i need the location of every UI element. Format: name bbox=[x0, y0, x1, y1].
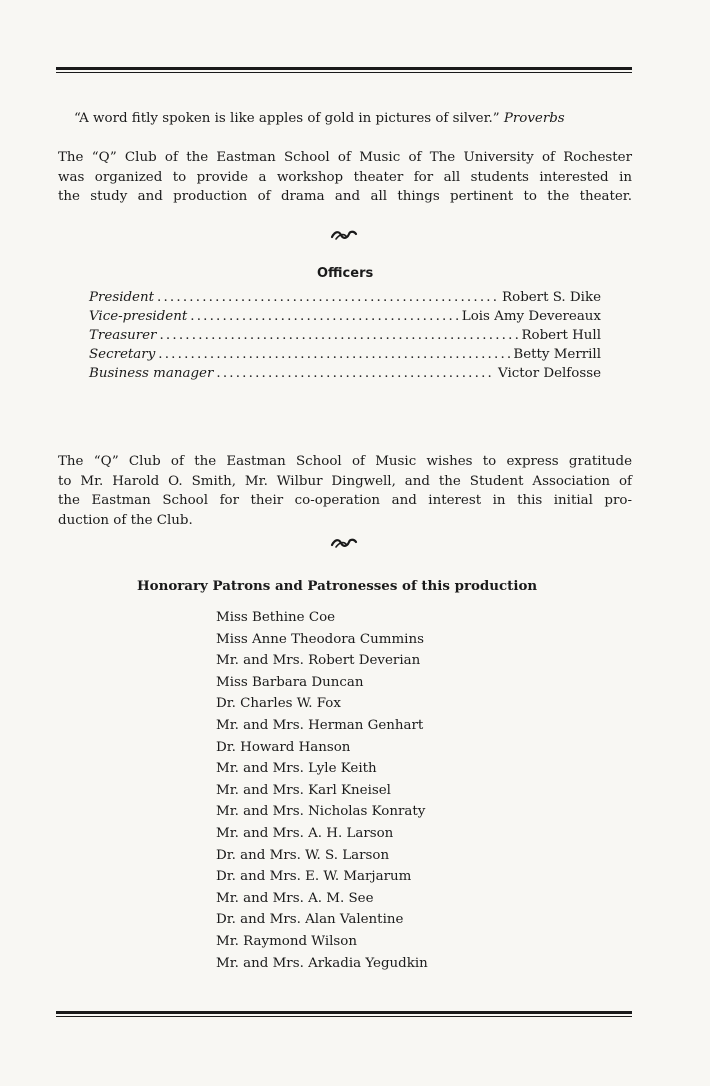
list-item: Miss Bethine Coe bbox=[216, 610, 336, 625]
list-item: Dr. and Mrs. E. W. Marjarum bbox=[216, 869, 412, 885]
list-item: Dr. and Mrs. W. S. Larson bbox=[216, 847, 390, 863]
leader-dots bbox=[157, 290, 499, 305]
list-item: Mr. Raymond Wilson bbox=[216, 933, 357, 949]
leader-dots bbox=[159, 328, 518, 343]
list-item: Mr. and Mrs. A. H. Larson bbox=[216, 825, 394, 841]
patrons-list bbox=[216, 610, 428, 977]
gratitude-line: the Eastman School for their co-operation and interest in this initial pro- bbox=[58, 493, 632, 508]
list-item: Miss Barbara Duncan bbox=[216, 674, 364, 690]
officer-role: Treasurer bbox=[89, 328, 157, 343]
officer-role: Secretary bbox=[89, 347, 156, 362]
list-item: Mr. and Mrs. Lyle Keith bbox=[216, 761, 377, 777]
list-item: Mr. and Mrs. Karl Kneisel bbox=[216, 782, 391, 798]
leader-dots bbox=[158, 347, 510, 362]
list-item: Mr. and Mrs. Nicholas Konraty bbox=[216, 804, 426, 820]
intro-line: The “Q” Club of the Eastman School of Music of The University of Rochester bbox=[58, 150, 632, 165]
officer-row bbox=[89, 366, 601, 385]
list-item: Dr. and Mrs. Alan Valentine bbox=[216, 912, 404, 928]
list-item: Dr. Charles W. Fox bbox=[216, 696, 341, 712]
officers-list bbox=[89, 290, 601, 385]
leader-dots bbox=[216, 366, 495, 381]
leader-dots bbox=[190, 309, 459, 324]
officer-row bbox=[89, 309, 601, 328]
list-item: Mr. and Mrs. A. M. See bbox=[216, 890, 374, 906]
intro-line: the study and production of drama and all things pertinent to the theater. bbox=[58, 189, 632, 204]
scroll-flourish-icon bbox=[330, 228, 358, 242]
intro-line: was organized to provide a workshop theater for all students interested in bbox=[58, 169, 632, 185]
list-item: Dr. Howard Hanson bbox=[216, 739, 351, 755]
intro-paragraph bbox=[58, 148, 632, 207]
gratitude-line: The “Q” Club of the Eastman School of Music wishes to express gratitude bbox=[58, 454, 632, 469]
epigraph-source: Proverbs bbox=[503, 111, 565, 126]
bottom-double-rule bbox=[56, 1011, 632, 1017]
list-item: Mr. and Mrs. Herman Genhart bbox=[216, 717, 424, 733]
officer-row bbox=[89, 328, 601, 347]
officer-role: Vice-president bbox=[89, 309, 188, 324]
officers-heading: Officers bbox=[317, 266, 374, 281]
officer-role: President bbox=[89, 290, 154, 305]
scroll-flourish-icon bbox=[330, 536, 358, 550]
patrons-heading: Honorary Patrons and Patronesses of this production bbox=[137, 578, 538, 594]
list-item: Mr. and Mrs. Arkadia Yegudkin bbox=[216, 955, 428, 971]
gratitude-line: to Mr. Harold O. Smith, Mr. Wilbur Dingwell, and the Student Association of bbox=[58, 473, 632, 489]
list-item: Miss Anne Theodora Cummins bbox=[216, 631, 424, 647]
list-item: Mr. and Mrs. Robert Deverian bbox=[216, 653, 421, 669]
gratitude-line: duction of the Club. bbox=[58, 512, 193, 528]
officer-name: Betty Merrill bbox=[513, 347, 601, 362]
officer-role: Business manager bbox=[89, 366, 214, 381]
officer-row bbox=[89, 347, 601, 366]
officer-row bbox=[89, 290, 601, 309]
top-double-rule bbox=[56, 67, 632, 73]
officer-name: Lois Amy Devereaux bbox=[461, 309, 601, 324]
epigraph-text: “A word fitly spoken is like apples of gold in pictures of silver.” bbox=[74, 111, 500, 126]
epigraph bbox=[74, 110, 565, 128]
officer-name: Robert Hull bbox=[521, 328, 601, 343]
officer-name: Robert S. Dike bbox=[502, 290, 601, 305]
officer-name: Victor Delfosse bbox=[498, 366, 601, 381]
gratitude-paragraph bbox=[58, 452, 632, 530]
